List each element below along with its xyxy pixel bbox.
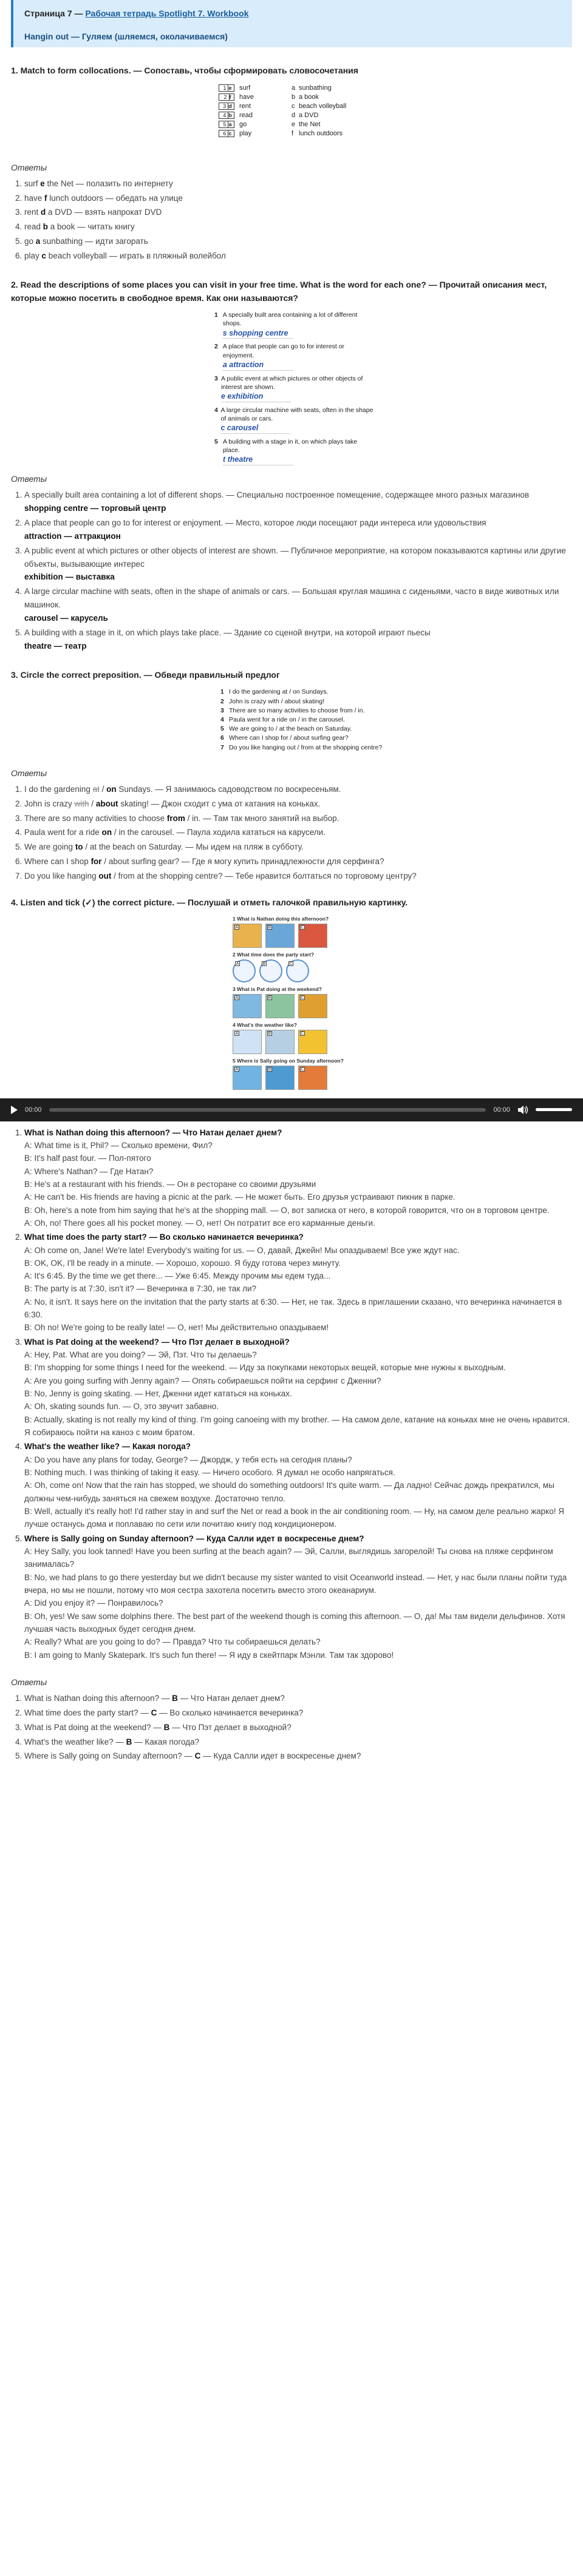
page-title [24, 8, 561, 18]
match-phrase: lunch outdoors [299, 130, 343, 138]
preposition-item [220, 743, 384, 752]
transcript-line: B: Nothing much. I was thinking of taking it easy. — Ничего особого. Я думал не особо напрягаться. [24, 1468, 395, 1478]
match-left-row [219, 111, 292, 120]
transcript-item [24, 1336, 572, 1439]
wrong-option: at [92, 784, 100, 794]
answer-item: 5. go a sunbathing — идти загорать [24, 235, 572, 248]
transcript-line: A: Where's Nathan? — Где Натан? [24, 1166, 154, 1176]
transcript-question: 5. Where is Sally going on Sunday afternoon? — Куда Салли идет в воскресенье днем? [24, 1533, 364, 1543]
match-number: 2 [222, 94, 230, 101]
match-right-row [292, 102, 364, 111]
match-word: surf [239, 84, 251, 92]
match-word: go [239, 121, 247, 129]
answer-item: 6. play c beach volleyball — играть в пляжный волейбол [24, 249, 572, 263]
answer-item: 1. I do the gardening at / on Sundays. — Я занимаюсь садоводством по воскресеньям. [24, 783, 572, 796]
picture-option-b [265, 1030, 295, 1054]
match-left-row [219, 102, 292, 111]
match-right-row [292, 111, 364, 120]
tick-box: B [268, 925, 271, 930]
transcript-question: 2. What time does the party start? — Во сколько начинается вечеринка? [24, 1232, 304, 1242]
transcript-line: A: Oh come on, Jane! We're late! Everybody's waiting for us. — О, давай, Джейн! Мы опаздываем! Все уже ждут нас. [24, 1245, 460, 1255]
listening-question: 5 Where is Sally going on Sunday afternoon? [233, 1057, 344, 1064]
match-letter: b [292, 93, 296, 101]
match-left-row [219, 93, 292, 102]
description-item [214, 342, 375, 370]
task4-transcripts [11, 1126, 572, 1662]
picture-row [233, 924, 372, 948]
volume-slider[interactable] [536, 1108, 572, 1111]
task3-image [220, 688, 384, 752]
workbook-link[interactable]: Рабочая тетрадь Spotlight 7. Workbook [85, 8, 249, 18]
description-item [214, 311, 375, 339]
transcript-line: B: The party is at 7:30, isn't it? — Вечеринка в 7:30, не так ли? [24, 1284, 257, 1294]
match-answer-box [219, 93, 234, 101]
answer-letter: b [43, 222, 49, 232]
handwritten-answer: e exhibition [221, 391, 291, 402]
description-number: 1 [214, 311, 218, 319]
preposition-number: 2 [220, 697, 224, 705]
description-item [214, 406, 375, 434]
task1-image [219, 84, 364, 138]
answer-item: 1. What is Nathan doing this afternoon? — B — Что Натан делает днем? [24, 1692, 572, 1705]
match-number: 5 [221, 121, 228, 128]
transcript-line: A: Are you going surfing with Jenny again? — Опять собираешься пойти на серфинг с Дженни? [24, 1376, 381, 1385]
task1-answers-label: Ответы [11, 162, 47, 172]
handwritten-answer: t theatre [223, 455, 293, 465]
preposition-sentence: John is crazy with / about skating! [229, 697, 324, 705]
preposition-item [220, 697, 384, 706]
picture-option-a [233, 924, 262, 948]
tick-box: C [301, 995, 304, 1000]
answer-letter: C [151, 1708, 157, 1717]
answer-word: attraction — аттракцион [24, 531, 121, 541]
transcript-line: A: It's 6:45. By the time we get there... — Уже 6:45. Между прочим мы едем туда... [24, 1271, 331, 1281]
preposition-sentence: Do you like hanging out / from at the shopping centre? [229, 743, 383, 751]
correct-option: on [101, 828, 112, 837]
answer-item: 3. There are so many activities to choose from / in. — Там так много занятий на выбор. [24, 812, 572, 825]
preposition-number: 7 [220, 743, 224, 751]
match-right-row [292, 84, 364, 93]
answer-letter: B [163, 1722, 170, 1732]
picture-option-b [265, 924, 295, 948]
picture-row [233, 1066, 372, 1090]
match-answer-box [219, 130, 234, 137]
task2-image [214, 311, 375, 465]
tick-box: B [268, 1067, 271, 1072]
answer-letter: a [35, 237, 41, 246]
preposition-number: 4 [220, 715, 224, 723]
match-left-row [219, 129, 292, 138]
match-right-column [292, 84, 364, 138]
answer-item: 5. Where is Sally going on Sunday afternoon? — C — Куда Салли идет в воскресенье днем? [24, 1749, 572, 1763]
transcript-line: A: What time is it, Phil? — Сколько времени, Фил? [24, 1140, 213, 1150]
tick-box: A [235, 1031, 239, 1036]
match-left-column [219, 84, 292, 138]
answer-item: 5. A building with a stage in it, on which plays take place. — Здание со сценой внутри, на которой играют пьесы theatre — театр [24, 626, 572, 653]
handwritten-answer: s shopping centre [223, 328, 293, 339]
match-answer-box [219, 103, 234, 110]
tick-box: A [235, 925, 239, 930]
preposition-sentence: Paula went for a ride on / in the carousel. [229, 715, 345, 723]
answer-item: 5. We are going to / at the beach on Saturday. — Мы идем на пляж в субботу. [24, 840, 572, 854]
match-number: 4 [221, 112, 228, 119]
correct-option: from [166, 813, 185, 823]
answer-word: shopping centre — торговый центр [24, 504, 166, 513]
match-left-row [219, 84, 292, 93]
description-number: 5 [214, 438, 218, 446]
match-answer-box [219, 84, 234, 92]
answer-word: carousel — карусель [24, 614, 108, 623]
transcript-line: A: Oh, skating sounds fun. — О, это звучит забавно. [24, 1402, 219, 1411]
answer-letter: d [41, 208, 46, 217]
picture-row [233, 994, 372, 1018]
answer-letter: C [194, 1751, 201, 1761]
transcript-item [24, 1126, 572, 1230]
picture-option-c [298, 1066, 327, 1090]
listening-question: 2 What time does the party start? [233, 951, 315, 958]
correct-option: about [95, 799, 118, 808]
picture-option-a [233, 994, 262, 1018]
answer-item: 4. A large circular machine with seats, often in the shape of animals or cars. — Большая круглая машина с сиденьями, часто в виде животных или машинок. carousel — карусель [24, 585, 572, 625]
preposition-item [220, 688, 384, 697]
transcript-line: B: No, Jenny is going skating. — Нет, Дженни идет кататься на коньках. [24, 1389, 292, 1399]
match-left-row [219, 120, 292, 129]
answer-item: 3. rent d a DVD — взять напрокат DVD [24, 206, 572, 219]
page-header [11, 0, 572, 47]
picture-row [233, 959, 372, 982]
transcript-line: B: Oh no! We're going to be really late! — О, нет! Мы действительно опаздываем! [24, 1323, 329, 1333]
match-number: 6 [221, 130, 228, 137]
match-word: read [239, 112, 253, 120]
description-text: A large circular machine with seats, often in the shape of animals or cars. c carousel [220, 406, 375, 434]
preposition-item [220, 706, 384, 715]
picture-option-a [233, 959, 256, 982]
match-word: play [239, 130, 252, 138]
picture-option-c [298, 1030, 327, 1054]
picture-option-b [265, 1066, 295, 1090]
match-number: 1 [221, 85, 228, 92]
match-phrase: a DVD [299, 112, 319, 120]
transcript-line: B: No, we had plans to go there yesterday but we didn't because my sister wanted to visit Oceanworld instead. — Нет, у нас были планы пойти туда вчера, но мы не пошли, потому что моя сестра захотела посетить вместо этого океанариум. [24, 1572, 567, 1595]
handwritten-answer: a attraction [223, 360, 293, 371]
answer-item: 2. What time does the party start? — C — Во сколько начинается вечеринка? [24, 1706, 572, 1720]
tick-box: A [235, 1067, 239, 1072]
tick-box: C [301, 1067, 304, 1072]
transcript-line: A: He can't be. His friends are having a picnic at the park. — Не может быть. Его друзья устраивают пикник в парке. [24, 1192, 455, 1202]
listening-question: 4 What's the weather like? [233, 1021, 297, 1028]
answer-item: 4. Paula went for a ride on / in the carousel. — Паула ходила кататься на карусели. [24, 826, 572, 839]
preposition-number: 6 [220, 734, 224, 742]
match-answer-letter: b [228, 112, 232, 119]
handwritten-answer: c carousel [220, 423, 290, 434]
correct-option: on [106, 784, 117, 794]
description-text: A building with a stage in it, on which plays take place. t theatre [223, 438, 375, 465]
preposition-sentence: There are so many activities to choose from / in. [229, 706, 365, 714]
picture-option-c [298, 994, 327, 1018]
answer-word: exhibition — выставка [24, 572, 115, 582]
match-letter: e [292, 121, 296, 129]
volume-icon[interactable] [517, 1106, 528, 1114]
task4-title: 4. Listen and tick (✓) the correct picture. — Послушай и отметь галочкой правильную картинку. [11, 897, 408, 907]
wrong-option: with [74, 799, 89, 808]
match-phrase: the Net [299, 121, 321, 129]
answer-item: 3. A public event at which pictures or other objects of interest are shown. — Публичное мероприятие, на котором показываются картины или другие объекты, вызывающие интерес exhibition — выставка [24, 544, 572, 584]
play-icon[interactable] [11, 1106, 18, 1114]
match-right-row [292, 129, 364, 138]
picture-option-c [298, 924, 327, 948]
match-answer-box [219, 121, 234, 128]
answer-item: 2. John is crazy with / about skating! — Джон сходит с ума от катания на коньках. [24, 797, 572, 811]
answer-item: 7. Do you like hanging out / from at the shopping centre? — Тебе нравится болтаться по торговому центру? [24, 870, 572, 883]
match-phrase: sunbathing [299, 84, 332, 92]
answer-item: 2. A place that people can go to for interest or enjoyment. — Место, которое люди посещают ради интереса или удовольствия attraction — аттракцион [24, 516, 572, 543]
answer-letter: B [126, 1737, 132, 1746]
transcript-line: A: Oh, come on! Now that the rain has stopped, we should do something outdoors! It's quite warm. — Да ладно! Сейчас дождь прекратился, мы должны чем-нибудь заняться на свежем воздухе. Достаточно тепло. [24, 1481, 554, 1503]
tick-box: B [262, 961, 266, 966]
picture-option-b [259, 959, 282, 982]
transcript-question: 1. What is Nathan doing this afternoon? — Что Натан делает днем? [24, 1127, 282, 1137]
audio-time-total: 00:00 [493, 1106, 510, 1114]
correct-option: for [90, 857, 102, 867]
transcript-line: B: Oh, yes! We saw some dolphins there. The best part of the weekend though is coming this afternoon. — О, да! Мы там видели дельфинов. Хотя лучшая часть выходных будет сегодня днем. [24, 1611, 565, 1634]
task2-answers [11, 488, 572, 652]
task3-answers [11, 783, 572, 883]
match-number: 3 [221, 103, 228, 110]
tick-box: C [289, 961, 293, 966]
answer-letter: e [40, 178, 45, 188]
answer-item: 2. have f lunch outdoors — обедать на улице [24, 192, 572, 205]
preposition-number: 1 [220, 688, 224, 696]
tick-box: B [268, 995, 271, 1000]
description-number: 3 [214, 374, 218, 382]
transcript-line: B: It's half past four. — Пол-пятого [24, 1154, 151, 1163]
answer-letter: B [172, 1694, 178, 1703]
task2-title: 2. Read the descriptions of some places you can visit in your free time. What is the word for each one? — Прочитай описания мест, которые можно посетить в свободное время. Как они называются? [11, 279, 547, 303]
match-word: have [239, 93, 254, 101]
answer-word: theatre — театр [24, 641, 87, 651]
answer-item: 1. A specially built area containing a lot of different shops. — Специально построенное помещение, содержащее много разных магазинов shopping centre — торговый центр [24, 488, 572, 515]
transcript-question: 4. What's the weather like? — Какая погода? [24, 1442, 191, 1452]
transcript-line: B: I am going to Manly Skatepark. It's such fun there! — Я иду в скейтпарк Мэнли. Там так здорово! [24, 1650, 394, 1660]
transcript-line: A: Oh, no! There goes all his pocket money. — О, нет! Он потратит все его карманные деньги. [24, 1218, 375, 1228]
task2-answers-label: Ответы [11, 474, 47, 484]
transcript-line: A: Did you enjoy it? — Понравилось? [24, 1598, 163, 1608]
transcript-line: B: Well, actually it's really hot! I'd rather stay in and surf the Net or read a book in the air conditioning room. — Ну, на самом деле реально жарко! Я лучше останусь дома и поплаваю по сети или почитаю книгу под кондиционером. [24, 1507, 565, 1529]
transcript-line: A: Hey, Pat. What are you doing? — Эй, Пэт. Что ты делаешь? [24, 1350, 257, 1360]
tick-box: B [268, 1031, 271, 1036]
picture-option-b [265, 994, 295, 1018]
match-letter: d [292, 112, 296, 120]
match-letter: c [292, 103, 295, 110]
transcript-item [24, 1532, 572, 1662]
preposition-item [220, 734, 384, 743]
preposition-number: 3 [220, 706, 224, 714]
match-answer-letter: d [228, 103, 232, 110]
transcript-line: A: Hey Sally, you look tanned! Have you been surfing at the beach again? — Эй, Салли, выглядишь загорелой! Ты снова на пляже серфингом занималась? [24, 1547, 553, 1569]
tick-box: C [301, 1031, 304, 1036]
tick-box: A [235, 995, 239, 1000]
task3-answers-label: Ответы [11, 768, 47, 778]
match-answer-letter: f [229, 94, 231, 101]
preposition-sentence: We are going to / at the beach on Saturday. [229, 725, 352, 733]
correct-option: to [75, 842, 83, 852]
task1-title: 1. Match to form collocations. — Сопоставь, чтобы сформировать словосочетания [11, 66, 358, 75]
match-right-row [292, 120, 364, 129]
transcript-line: B: Actually, skating is not really my kind of thing. I'm going canoeing with my brother. — На самом деле, катание на коньках мне не очень нравится. Я собираюсь пойти на каноэ с моим братом. [24, 1415, 570, 1438]
description-text: A public event at which pictures or other objects of interest are shown. e exhibition [221, 374, 375, 402]
match-answer-letter: a [228, 121, 232, 128]
transcript-line: B: Oh, here's a note from him saying that he's at the shopping mall. — О, вот записка от него, в которой говорится, что он в торговом центре. [24, 1205, 550, 1215]
transcript-line: B: I'm shopping for some things I need for the weekend. — Иду за покупками некоторых вещей, которые мне нужны к выходным. [24, 1363, 506, 1373]
answer-item: 1. surf e the Net — полазить по интернету [24, 177, 572, 191]
listening-question: 1 What is Nathan doing this afternoon? [233, 915, 329, 922]
answer-item: 3. What is Pat doing at the weekend? — B — Что Пэт делает в выходной? [24, 1721, 572, 1734]
correct-option: out [98, 871, 112, 881]
transcript-line: B: OK, OK, I'll be ready in a minute. — Хорошо, хорошо. Я буду готова через минуту. [24, 1258, 341, 1268]
preposition-sentence: Where can I shop for / about surfing gear? [229, 734, 349, 742]
transcript-item [24, 1231, 572, 1334]
match-phrase: a book [299, 93, 319, 101]
transcript-item [24, 1440, 572, 1530]
match-phrase: beach volleyball [299, 103, 347, 110]
task4-answers [11, 1692, 572, 1763]
description-text: A place that people can go to for interest or enjoyment. a attraction [223, 342, 375, 370]
picture-option-a [233, 1030, 262, 1054]
preposition-item [220, 725, 384, 734]
answer-letter: c [41, 251, 47, 260]
picture-row [233, 1030, 372, 1054]
task4-answers-label: Ответы [11, 1677, 47, 1687]
description-number: 4 [214, 406, 218, 414]
match-right-row [292, 93, 364, 102]
audio-time-current: 00:00 [25, 1106, 42, 1114]
match-letter: a [292, 84, 296, 92]
answer-letter: f [44, 193, 47, 203]
preposition-sentence: I do the gardening at / on Sundays. [229, 688, 329, 696]
description-item [214, 438, 375, 465]
page-subtitle: Hangin out — Гуляем (шляемся, околачиваемся) [24, 32, 228, 41]
answer-item: 4. What's the weather like? — B — Какая погода? [24, 1736, 572, 1749]
task3-title: 3. Circle the correct preposition. — Обведи правильный предлог [11, 669, 280, 680]
picture-option-a [233, 1066, 262, 1090]
picture-option-c [286, 959, 309, 982]
description-text: A specially built area containing a lot of different shops. s shopping centre [223, 311, 375, 339]
audio-player [0, 1098, 583, 1121]
answer-item: 4. read b a book — читать книгу [24, 220, 572, 234]
preposition-item [220, 715, 384, 725]
match-answer-letter: c [228, 130, 232, 137]
tick-box: A [236, 961, 239, 966]
answer-item: 6. Where can I shop for / about surfing gear? — Где я могу купить принадлежности для серфинга? [24, 855, 572, 868]
task4-image [233, 916, 372, 1090]
transcript-line: A: No, it isn't. It says here on the invitation that the party starts at 6:30. — Нет, не так. Здесь в приглашении сказано, что вечеринка начинается в 6:30. [24, 1297, 562, 1320]
transcript-line: A: Do you have any plans for today, George? — Джордж, у тебя есть на сегодня планы? [24, 1455, 352, 1464]
task1-answers [11, 177, 572, 263]
transcript-line: A: Really? What are you going to do? — Правда? Что ты собираешься делать? [24, 1637, 321, 1647]
match-answer-letter: e [228, 85, 232, 92]
transcript-question: 3. What is Pat doing at the weekend? — Что Пэт делает в выходной? [24, 1337, 290, 1347]
transcript-line: B: He's at a restaurant with his friends. — Он в ресторане со своими друзьями [24, 1179, 316, 1189]
preposition-number: 5 [220, 725, 224, 733]
tick-box: C [301, 925, 304, 930]
audio-progress-bar[interactable] [49, 1108, 486, 1112]
page-title-prefix: Страница 7 — [24, 8, 86, 18]
description-item [214, 374, 375, 402]
match-letter: f [292, 130, 294, 138]
match-word: rent [239, 103, 251, 110]
match-answer-box [219, 112, 234, 119]
description-number: 2 [214, 343, 218, 351]
listening-question: 3 What is Pat doing at the weekend? [233, 985, 322, 992]
